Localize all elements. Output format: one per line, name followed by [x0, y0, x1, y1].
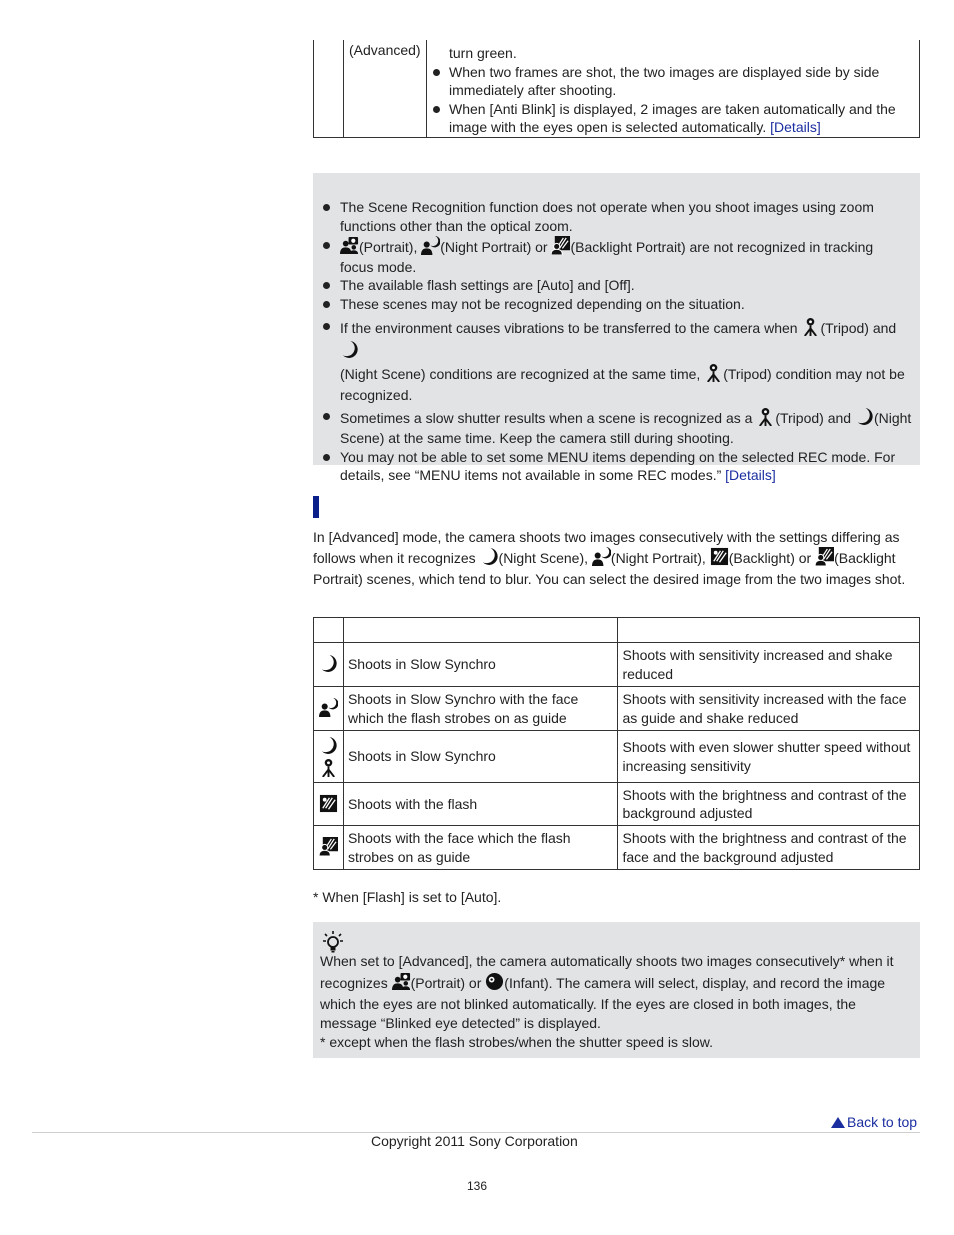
- details-link[interactable]: [Details]: [725, 467, 776, 483]
- backlight-icon: [319, 794, 338, 813]
- list-item: Sometimes a slow shutter results when a scene is recognized as a (Tripod) and (Night Scene) at the same time. Keep the camera still during shooting.: [340, 407, 915, 447]
- mode-label: (Advanced): [349, 42, 421, 58]
- tripod-icon: [801, 317, 820, 336]
- night-scene-icon: [319, 654, 338, 673]
- portrait-icon: [340, 236, 359, 255]
- note-box: [313, 173, 920, 483]
- table-header-cell: [314, 618, 344, 643]
- night-portrait-icon: [592, 547, 611, 566]
- icon-cell: [314, 40, 344, 137]
- hint-text: When set to [Advanced], the camera automatically shoots two images consecutively* when it recognizes (Portrait) or (Infant). The camera will select, display, and record the image which the eyes are not blinked automatically. If the eyes are closed in both images, the message “Blinked eye detected” is displayed. * except when the flash strobes/when the shutter speed is slow.: [320, 953, 894, 1050]
- list-item: These scenes may not be recognized depending on the situation.: [340, 295, 915, 314]
- night-scene-icon: [340, 340, 359, 359]
- hint-box: [313, 922, 920, 1058]
- top-table-fragment: [313, 40, 920, 138]
- lightbulb-icon: [323, 931, 343, 953]
- copyright: Copyright 2011 Sony Corporation: [371, 1133, 578, 1149]
- portrait-icon: [392, 972, 411, 991]
- table-row: Shoots in Slow Synchro Shoots with sensitivity increased and shake reduced: [314, 643, 920, 687]
- table-row: Shoots with the flash Shoots with the brightness and contrast of the background adjusted: [314, 783, 920, 826]
- table-row: Shoots in Slow Synchro Shoots with even slower shutter speed without increasing sensitivity: [314, 731, 920, 783]
- page-number: 136: [467, 1179, 488, 1193]
- list-item: If the environment causes vibrations to be transferred to the camera when (Tripod) and (Night Scene) conditions are recognized at the same time, (Tripod) condition may not be recognized.: [340, 317, 915, 405]
- up-triangle-icon: [831, 1117, 845, 1128]
- night-portrait-icon: [319, 698, 338, 717]
- night-scene-icon: [319, 736, 338, 755]
- bullet-continuation: turn green.: [449, 45, 517, 61]
- list-item: When [Anti Blink] is displayed, 2 images are taken automatically and the image with the eyes open is selected automatically. [Details]: [449, 100, 919, 137]
- list-item: The available flash settings are [Auto] and [Off].: [340, 276, 915, 295]
- list-item: When two frames are shot, the two images are displayed side by side immediately after shooting.: [449, 63, 919, 100]
- section-paragraph: In [Advanced] mode, the camera shoots two images consecutively with the settings differing as follows when it recognizes (Night Scene), (Night Portrait), (Backlight) or (Backlight Portrait) scenes, which tend to blur. You can select the desired image from the two images shot.: [313, 529, 906, 587]
- backlight-portrait-icon: [551, 236, 570, 255]
- table-row: Shoots with the face which the flash strobes on as guide Shoots with the brightness and contrast of the face and the background adjusted: [314, 826, 920, 870]
- details-link[interactable]: [Details]: [770, 119, 821, 135]
- table-header-cell: [343, 618, 618, 643]
- night-scene-icon: [480, 547, 499, 566]
- list-item: The Scene Recognition function does not operate when you shoot images using zoom functions other than the optical zoom.: [340, 198, 915, 235]
- list-item: (Portrait), (Night Portrait) or (Backlight Portrait) are not recognized in tracking focus mode.: [340, 236, 915, 276]
- infant-icon: [485, 972, 504, 991]
- backlight-portrait-icon: [815, 547, 834, 566]
- tripod-icon: [756, 407, 775, 426]
- advanced-mode-table: [313, 617, 920, 870]
- tripod-icon: [704, 363, 723, 382]
- table-row: Shoots in Slow Synchro with the face which the flash strobes on as guide Shoots with sensitivity increased with the face as guide and shake reduced: [314, 687, 920, 731]
- back-to-top-link[interactable]: Back to top: [831, 1113, 917, 1132]
- footnote: * When [Flash] is set to [Auto].: [313, 889, 502, 905]
- list-item: You may not be able to set some MENU items depending on the selected REC mode. For details, see “MENU items not available in some REC modes.” [Details]: [340, 448, 915, 485]
- table-header-row: [314, 618, 920, 643]
- table-header-cell: [618, 618, 920, 643]
- description-cell: [427, 44, 919, 137]
- backlight-icon: [710, 547, 729, 566]
- section-heading-bar: [313, 496, 319, 518]
- tripod-icon: [319, 758, 338, 777]
- backlight-portrait-icon: [319, 837, 338, 856]
- mode-cell: [344, 40, 427, 137]
- night-scene-icon: [855, 407, 874, 426]
- night-portrait-icon: [421, 236, 440, 255]
